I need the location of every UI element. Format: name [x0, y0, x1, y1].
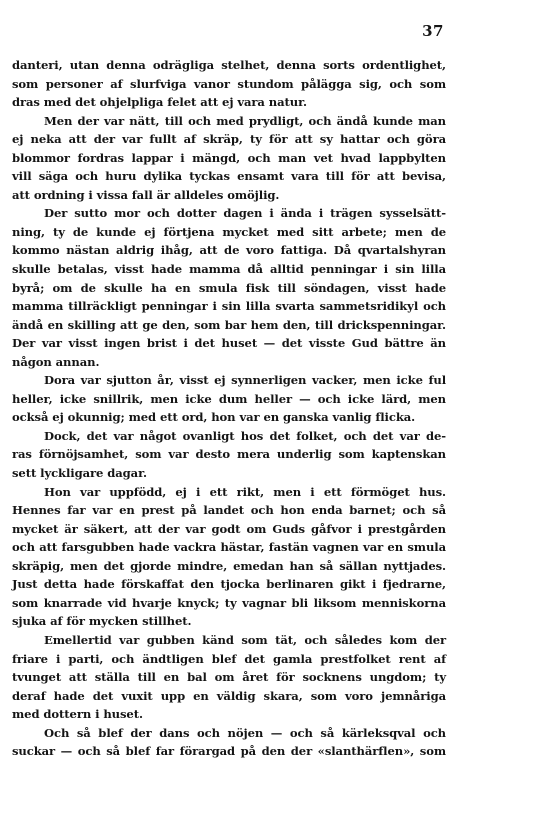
text-line: ras förnöjsamhet, som var desto mera underlig som kaptenskan	[12, 447, 446, 462]
text-line: Hennes far var en prest på landet och hon enda barnet; och så	[12, 503, 446, 518]
text-line: Just detta hade förskaffat den tjocka berlinaren gikt i fjedrarne,	[12, 577, 446, 592]
text-line: Der var visst ingen brist i det huset — det visste Gud bättre än	[12, 336, 446, 351]
text-line: Och så blef der dans och nöjen — och så kärleksqval och	[44, 725, 446, 740]
text-line: deraf hade det vuxit upp en väldig skara, som voro jemnåriga	[12, 688, 446, 703]
text-line: med dottern i huset.	[12, 707, 143, 722]
text-line: ändå en skilling att ge den, som bar hem den, till drickspenningar.	[12, 317, 446, 332]
text-line: mycket är säkert, att der var godt om Guds gåfvor i prestgården	[12, 521, 446, 536]
text-line: mamma tillräckligt penningar i sin lilla svarta sammetsridikyl och	[12, 299, 446, 314]
text-line: vill säga och huru dylika tyckas ensamt vara till för att bevisa,	[12, 169, 446, 184]
text-line: och att farsgubben hade vackra hästar, fastän vagnen var en smula	[12, 540, 446, 555]
text-line: skulle betalas, visst hade mamma då alltid penningar i sin lilla	[12, 262, 446, 277]
text-line: som knarrade vid hvarje knyck; ty vagnar bli liksom menniskorna	[12, 595, 446, 610]
text-line: Dora var sjutton år, visst ej synnerligen vacker, men icke ful	[44, 373, 446, 388]
text-line: blommor fordras lappar i mängd, och man vet hvad lappbylten	[12, 150, 446, 165]
text-line: som personer af slurfviga vanor stundom pålägga sig, och som	[12, 76, 446, 91]
text-line: sjuka af för mycken stillhet.	[12, 614, 192, 629]
text-line: friare i parti, och ändtligen blef det gamla prestfolket rent af	[12, 651, 446, 666]
text-line: ej neka att der var fullt af skräp, ty för att sy hattar och göra	[12, 132, 446, 147]
text-line: ning, ty de kunde ej förtjena mycket med sitt arbete; men de	[12, 224, 446, 239]
text-line: någon annan.	[12, 354, 100, 369]
text-line: Men der var nätt, till och med prydligt, och ändå kunde man	[44, 113, 446, 128]
text-line: byrå; om de skulle ha en smula fisk till söndagen, visst hade	[12, 280, 446, 295]
text-line: kommo nästan aldrig ihåg, att de voro fattiga. Då qvartalshyran	[12, 243, 446, 258]
text-line: att ordning i vissa fall är alldeles omöjlig.	[12, 187, 280, 202]
text-line: skräpig, men det gjorde mindre, emedan han så sällan nyttjades.	[12, 558, 446, 573]
text-line: Dock, det var något ovanligt hos det folket, och det var de-	[44, 428, 446, 443]
text-line: dras med det ohjelpliga felet att ej vara natur.	[12, 95, 307, 110]
text-line: heller, icke snillrik, men icke dum heller — och icke lärd, men	[12, 391, 446, 406]
text-line: tvunget att ställa till en bal om året för socknens ungdom; ty	[12, 670, 446, 685]
text-line: danteri, utan denna odrägliga stelhet, denna sorts ordentlighet,	[12, 58, 446, 72]
page-number: 37	[422, 22, 444, 40]
text-line: Emellertid var gubben känd som tät, och således kom der	[44, 632, 446, 647]
body-text	[12, 56, 446, 761]
text-line: Hon var uppfödd, ej i ett rikt, men i ett förmöget hus.	[44, 484, 446, 499]
text-line: sett lyckligare dagar.	[12, 466, 147, 481]
text-line: också ej okunnig; med ett ord, hon var en ganska vanlig flicka.	[12, 410, 416, 425]
text-line: suckar — och så blef far förargad på den der «slanthärflen», som	[12, 744, 446, 759]
text-line: Der sutto mor och dotter dagen i ända i trägen sysselsätt-	[44, 206, 446, 221]
